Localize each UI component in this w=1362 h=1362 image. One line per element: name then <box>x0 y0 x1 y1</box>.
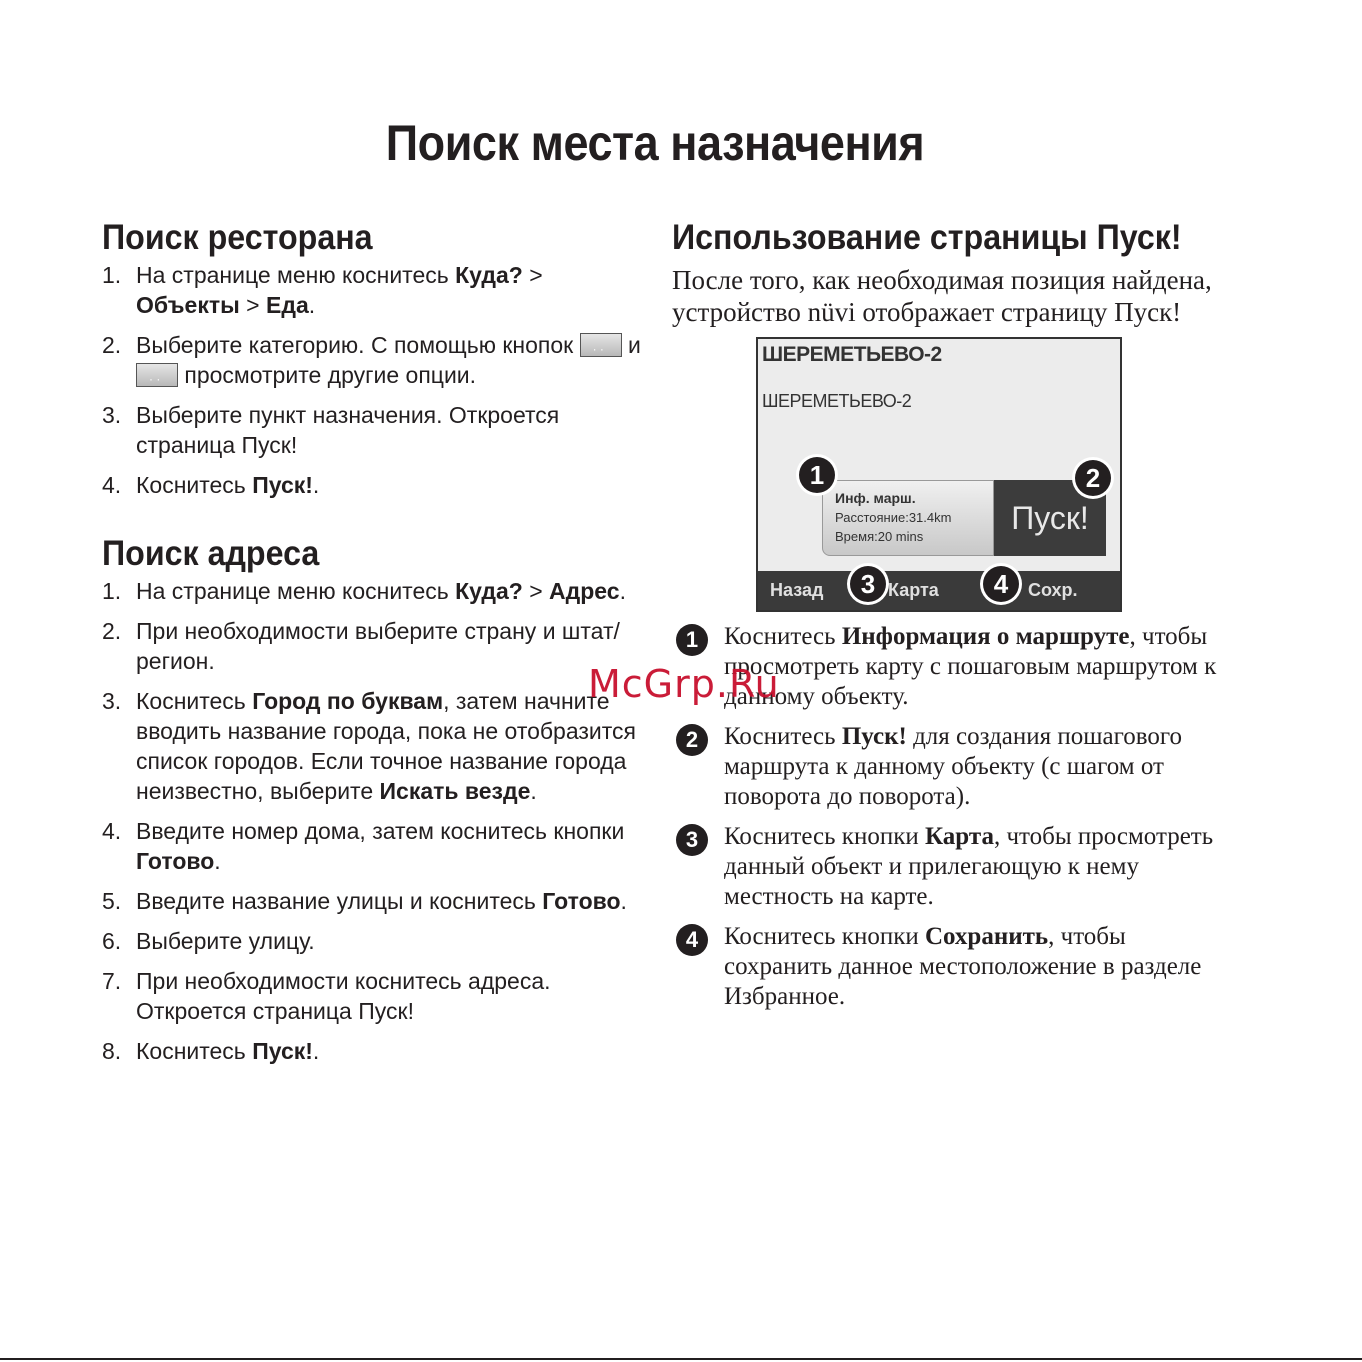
list-item <box>102 576 662 606</box>
map-button[interactable]: Карта <box>888 580 939 600</box>
step-bold: Пуск! <box>252 472 313 498</box>
note-text: , чтобы просмотреть данный объект и прилегающую к нему местность на карте. <box>724 823 1214 910</box>
step-bold: Город по буквам <box>252 688 444 714</box>
step-text: > <box>239 292 266 318</box>
callout-3-icon: 3 <box>850 566 886 602</box>
step-text: Коснитесь <box>136 472 253 498</box>
step-text: Введите название улицы и коснитесь <box>136 888 543 914</box>
route-info-button[interactable] <box>822 480 994 556</box>
device-bottom-bar <box>758 571 1120 612</box>
step-text: Коснитесь <box>136 688 253 714</box>
list-item <box>102 616 662 676</box>
route-info-distance: Расстояние:31.4km <box>835 510 952 525</box>
callout-1-icon: 1 <box>799 457 835 493</box>
device-title: ШЕРЕМЕТЬЕВО-2 <box>762 343 942 366</box>
step-bold: Адрес <box>549 578 620 604</box>
address-heading: Поиск адреса <box>102 534 320 573</box>
step-text: При необходимости коснитесь адреса. Откроется страница Пуск! <box>136 968 551 1024</box>
step-number: 3. <box>102 402 122 428</box>
go-button[interactable]: Пуск! <box>994 480 1106 556</box>
step-text: , затем начните вводить название города, пока не отобразится список городов. Если точное название города неизвестно, выберите <box>136 688 637 804</box>
step-text: . <box>312 472 320 498</box>
scroll-up-button-icon <box>580 333 622 357</box>
note-text: Коснитесь кнопки <box>724 823 925 850</box>
note-text: , чтобы сохранить данное местоположение в разделе Избранное. <box>724 923 1202 1010</box>
address-steps <box>102 576 662 1066</box>
step-text: . <box>312 1038 320 1064</box>
step-bold: Объекты <box>136 292 240 318</box>
step-text: Выберите пункт назначения. Откроется страница Пуск! <box>136 402 560 458</box>
step-number: 8. <box>102 1038 122 1064</box>
watermark: McGrp.Ru <box>588 662 780 706</box>
step-text: . <box>619 578 626 604</box>
step-number: 2. <box>102 618 122 644</box>
list-item <box>102 686 662 806</box>
step-bold: Искать везде <box>379 778 531 804</box>
step-text: > <box>522 578 550 604</box>
step-number: 3. <box>102 688 122 714</box>
list-item <box>676 722 1236 812</box>
note-bold: Пуск! <box>841 723 907 750</box>
number-3-icon: 3 <box>676 824 708 856</box>
list-item <box>102 400 662 460</box>
list-item <box>676 822 1236 912</box>
step-text: просмотрите другие опции. <box>178 362 477 388</box>
note-text: Коснитесь <box>724 723 842 750</box>
list-item <box>102 966 662 1026</box>
step-bold: Готово <box>136 848 215 874</box>
step-bold: Куда? <box>455 262 523 288</box>
step-text: > <box>522 262 543 288</box>
step-bold: Пуск! <box>252 1038 313 1064</box>
list-item <box>102 816 662 876</box>
number-2-icon: 2 <box>676 724 708 756</box>
step-text: На странице меню коснитесь <box>136 578 456 604</box>
list-item <box>102 886 662 916</box>
number-1-icon: 1 <box>676 624 708 656</box>
list-item <box>102 926 662 956</box>
step-number: 4. <box>102 472 122 498</box>
restaurant-steps <box>102 260 662 500</box>
callout-4-icon: 4 <box>983 566 1019 602</box>
right-column <box>672 216 1232 328</box>
save-button[interactable]: Сохр. <box>1028 580 1078 600</box>
note-text: Коснитесь кнопки <box>724 923 925 950</box>
step-number: 2. <box>102 332 122 358</box>
step-number: 1. <box>102 578 122 604</box>
step-text: . <box>214 848 221 874</box>
note-text: , чтобы просмотреть карту с пошаговым маршрутом к данному объекту. <box>724 623 1217 710</box>
note-bold: Информация о маршруте <box>841 623 1130 650</box>
note-text: для создания пошагового маршрута к данному объекту (с шагом от поворота до поворота). <box>724 723 1182 810</box>
device-subtitle: ШЕРЕМЕТЬЕВО-2 <box>762 391 912 411</box>
step-text: . <box>308 292 316 318</box>
left-column <box>102 216 662 1076</box>
list-item <box>102 470 662 500</box>
step-number: 4. <box>102 818 122 844</box>
callout-2-icon: 2 <box>1075 460 1111 496</box>
step-text: . <box>530 778 537 804</box>
restaurant-heading: Поиск ресторана <box>102 218 373 257</box>
go-page-intro: После того, как необходимая позиция найдена, устройство nüvi отображает страницу Пуск! <box>672 265 1212 327</box>
note-bold: Карта <box>924 823 994 850</box>
step-text: Коснитесь <box>136 1038 253 1064</box>
route-info-time: Время:20 mins <box>835 529 924 544</box>
scroll-down-button-icon <box>136 363 178 387</box>
note-bold: Сохранить <box>924 923 1049 950</box>
step-text: Выберите категорию. С помощью кнопок <box>136 332 580 358</box>
note-text: Коснитесь <box>724 623 842 650</box>
step-text: При необходимости выберите страну и штат/регион. <box>136 618 620 674</box>
step-number: 1. <box>102 262 122 288</box>
step-number: 5. <box>102 888 122 914</box>
bottom-divider <box>0 1358 1362 1360</box>
step-bold: Готово <box>542 888 621 914</box>
back-button[interactable]: Назад <box>770 580 824 600</box>
route-info-title: Инф. марш. <box>835 490 916 506</box>
step-number: 7. <box>102 968 122 994</box>
step-number: 6. <box>102 928 122 954</box>
step-text: . <box>620 888 627 914</box>
step-text: Выберите улицу. <box>136 928 315 954</box>
go-page-heading: Использование страницы Пуск! <box>672 218 1182 257</box>
step-text: На странице меню коснитесь <box>136 262 456 288</box>
list-item <box>102 260 662 320</box>
page-title: Поиск места назначения <box>385 115 925 171</box>
step-text: Введите номер дома, затем коснитесь кнопки <box>136 818 625 844</box>
list-item <box>676 922 1236 1012</box>
list-item <box>102 330 662 390</box>
step-text: и <box>621 332 641 358</box>
list-item <box>102 1036 662 1066</box>
number-4-icon: 4 <box>676 924 708 956</box>
step-bold: Еда <box>266 292 309 318</box>
step-bold: Куда? <box>455 578 523 604</box>
